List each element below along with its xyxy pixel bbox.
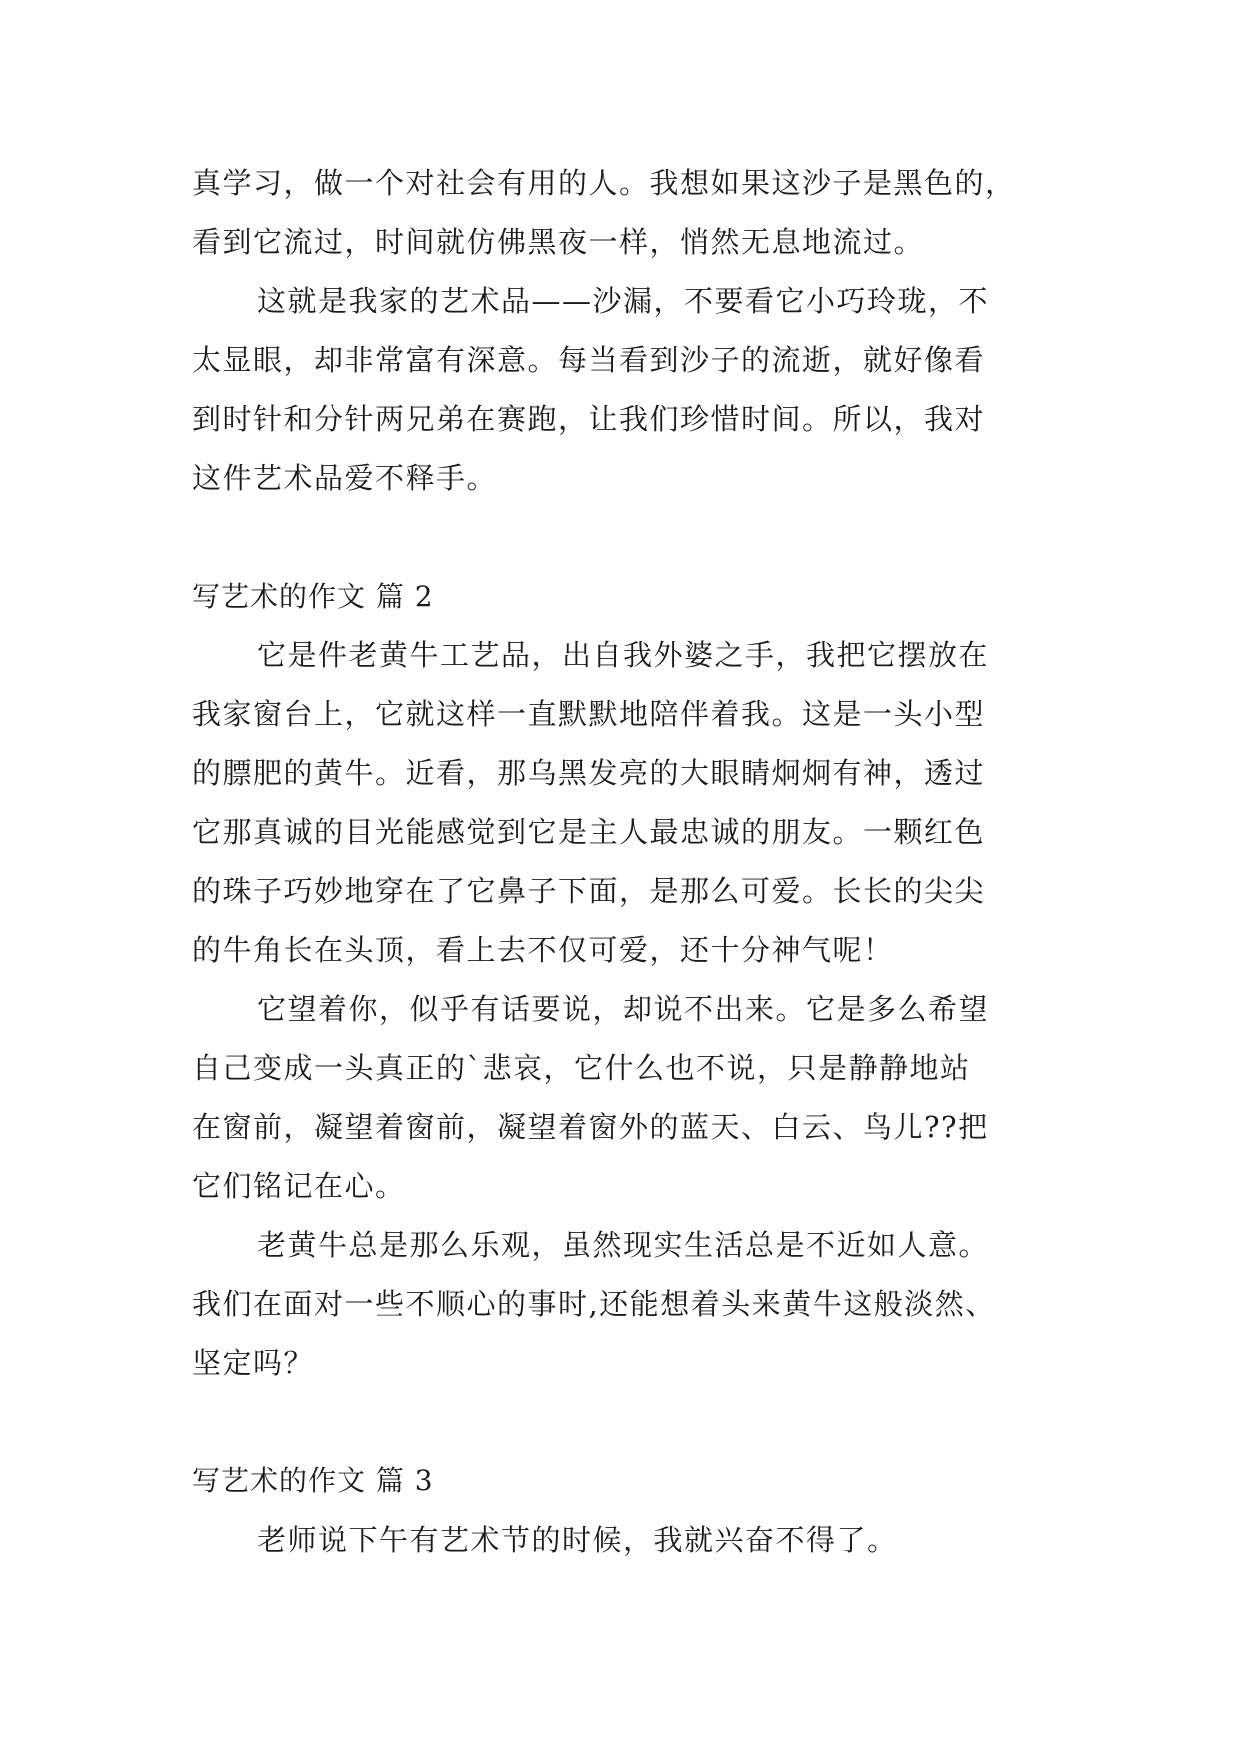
paragraph-line: 它是件老黄牛工艺品，出自我外婆之手，我把它摆放在 [257,638,990,672]
paragraph-line: 的珠子巧妙地穿在了它鼻子下面，是那么可爱。长长的尖尖 [192,874,986,908]
paragraph-line: 太显眼，却非常富有深意。每当看到沙子的流逝，就好像看 [192,343,986,377]
paragraph-line: 真学习，做一个对社会有用的人。我想如果这沙子是黑色的， [192,166,1016,200]
paragraph-line: 坚定吗？ [192,1346,315,1380]
paragraph-line: 我家窗台上，它就这样一直默默地陪伴着我。这是一头小型 [192,697,986,731]
paragraph-line: 到时针和分针两兄弟在赛跑，让我们珍惜时间。所以，我对 [192,402,986,436]
section-heading: 写艺术的作文 篇 2 [192,580,434,613]
paragraph-line: 的牛角长在头顶，看上去不仅可爱，还十分神气呢！ [192,933,894,967]
section-heading: 写艺术的作文 篇 3 [192,1464,434,1497]
paragraph-line: 老师说下午有艺术节的时候，我就兴奋不得了。 [257,1523,898,1557]
paragraph-line: 自己变成一头真正的`悲哀，它什么也不说，只是静静地站 [192,1051,971,1085]
paragraph-line: 这件艺术品爱不释手。 [192,461,498,495]
paragraph-line: 我们在面对一些不顺心的事时,还能想着头来黄牛这般淡然、 [192,1287,996,1321]
paragraph-line: 的膘肥的黄牛。近看，那乌黑发亮的大眼睛炯炯有神，透过 [192,756,986,790]
paragraph-line: 看到它流过，时间就仿佛黑夜一样，悄然无息地流过。 [192,225,925,259]
paragraph-line: 这就是我家的艺术品——沙漏，不要看它小巧玲珑，不 [257,284,990,318]
paragraph-line: 在窗前，凝望着窗前，凝望着窗外的蓝天、白云、鸟儿??把 [192,1110,989,1144]
paragraph-line: 它望着你，似乎有话要说，却说不出来。它是多么希望 [257,992,990,1026]
paragraph-line: 它们铭记在心。 [192,1169,406,1203]
paragraph-line: 它那真诚的目光能感觉到它是主人最忠诚的朋友。一颗红色 [192,815,986,849]
paragraph-line: 老黄牛总是那么乐观，虽然现实生活总是不近如人意。 [257,1228,990,1262]
